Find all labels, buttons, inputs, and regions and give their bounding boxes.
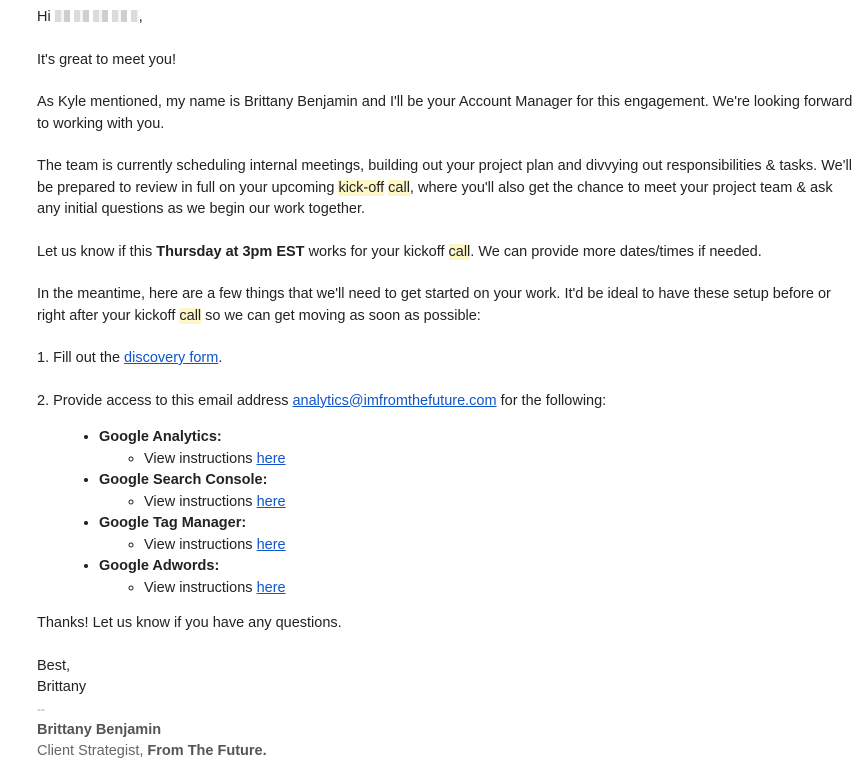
tool-sublist xyxy=(99,578,857,600)
step-2-suffix: for the following: xyxy=(496,392,607,409)
signature-company: From The Future. xyxy=(147,743,267,759)
closing-line-1: Best, xyxy=(37,657,71,674)
signature-title xyxy=(37,741,857,763)
greeting-suffix: , xyxy=(138,9,143,25)
step-1 xyxy=(37,348,857,370)
greeting-prefix: Hi xyxy=(37,9,51,25)
tools-list xyxy=(37,427,857,599)
tool-item-google-adwords xyxy=(99,556,857,599)
tool-name: Google Search Console: xyxy=(99,472,268,488)
tool-sublist xyxy=(99,492,857,514)
instructions-text: View instructions xyxy=(144,579,257,596)
step-1-prefix: 1. Fill out the xyxy=(37,350,125,366)
account-manager-paragraph: As Kyle mentioned, my name is Brittany Benjamin and I'll be your Account Manager for this engagement. We're looking forward to working with you. xyxy=(37,94,853,132)
closing-line-2: Brittany xyxy=(37,679,87,695)
highlight-call: call xyxy=(448,243,471,260)
greeting xyxy=(37,0,857,29)
step-1-suffix: . xyxy=(218,350,223,366)
signature xyxy=(37,699,857,763)
analytics-email-link[interactable]: analytics@imfromthefuture.com xyxy=(292,392,497,409)
tool-sublist xyxy=(99,449,857,471)
step-2 xyxy=(37,391,857,413)
tool-item-google-tag-manager xyxy=(99,513,857,556)
instructions-item xyxy=(144,449,857,471)
instructions-item xyxy=(144,578,857,600)
intro-paragraph: It's great to meet you! xyxy=(37,51,176,68)
time-text-2: works for your kickoff xyxy=(304,243,449,260)
tool-name: Google Adwords: xyxy=(99,558,220,574)
tool-name: Google Tag Manager: xyxy=(99,515,247,531)
adwords-instructions-link[interactable]: here xyxy=(256,579,286,596)
team-text-1: The team is currently scheduling internal meetings, building out your project plan and divvying out responsibilities & tasks. We'll be prepared to review in full on your upcoming xyxy=(37,158,852,196)
tool-sublist xyxy=(99,535,857,557)
tool-item-google-search-console xyxy=(99,470,857,513)
tool-item-google-analytics xyxy=(99,427,857,470)
highlight-call: call xyxy=(179,307,202,324)
highlight-kickoff: kick-off xyxy=(338,179,385,196)
tool-name: Google Analytics: xyxy=(99,429,222,445)
signature-role: Client Strategist, xyxy=(37,743,148,759)
time-text-1: Let us know if this xyxy=(37,243,157,260)
signature-name: Brittany Benjamin xyxy=(37,721,162,738)
signature-separator: -- xyxy=(37,701,45,716)
instructions-text: View instructions xyxy=(144,536,257,553)
redacted-recipient-name xyxy=(55,10,139,22)
instructions-item xyxy=(144,492,857,514)
instructions-item xyxy=(144,535,857,557)
thanks-paragraph: Thanks! Let us know if you have any questions. xyxy=(37,615,342,631)
closing xyxy=(37,656,857,699)
team-paragraph xyxy=(37,156,857,221)
meantime-text-1: In the meantime, here are a few things that we'll need to get started on your work. It'd be ideal to have these setup before or right after your kickoff xyxy=(37,286,831,324)
time-text-3: . We can provide more dates/times if needed. xyxy=(470,243,762,260)
step-2-prefix: 2. Provide access to this email address xyxy=(37,392,293,409)
kickoff-time: Thursday at 3pm EST xyxy=(156,243,305,260)
meantime-paragraph xyxy=(37,284,857,327)
analytics-instructions-link[interactable]: here xyxy=(256,450,286,467)
meantime-text-2: so we can get moving as soon as possible: xyxy=(201,307,481,324)
highlight-call: call xyxy=(388,179,410,196)
search-console-instructions-link[interactable]: here xyxy=(256,493,286,510)
tag-manager-instructions-link[interactable]: here xyxy=(256,536,286,553)
team-text-2: , where you'll also get the chance to meet your project team & ask any initial questions as we begin our work together. xyxy=(37,179,833,217)
instructions-text: View instructions xyxy=(144,450,257,467)
instructions-text: View instructions xyxy=(144,493,257,510)
discovery-form-link[interactable]: discovery form xyxy=(124,350,219,366)
kickoff-time-paragraph xyxy=(37,242,857,264)
